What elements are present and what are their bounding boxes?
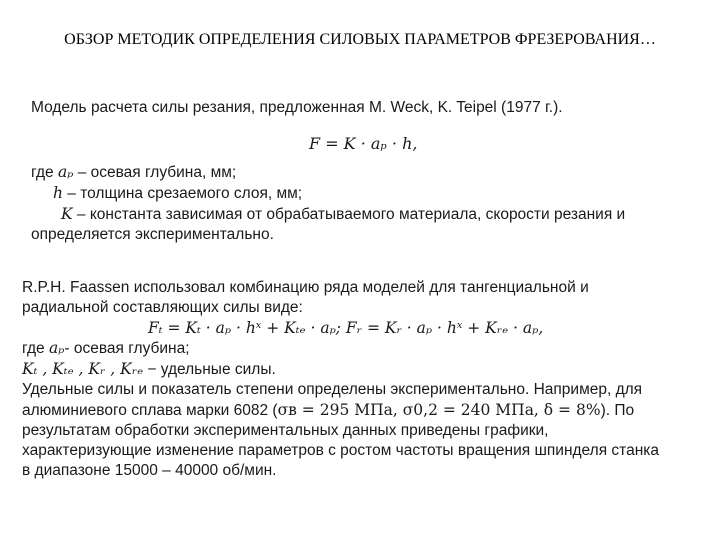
alloy-text-end: ). По [600,402,635,419]
ap-symbol-2: aₚ [48,339,65,357]
faassen-model [22,278,702,481]
ap-symbol: aₚ [57,163,74,181]
coefficient-symbols: Kₜ , Kₜₑ , Kᵣ , Kᵣₑ [22,360,144,378]
alloy-properties: σв = 295 МПа, σ0,2 = 240 МПа, δ = 8% [277,401,601,419]
faassen-line-6 [22,400,702,421]
k-definition [31,204,691,225]
k-definition-cont: определяется экспериментально. [31,226,274,243]
ap-description-2: - осевая глубина; [64,340,190,357]
ap-description: – осевая глубина, мм; [73,164,237,181]
h-symbol: h [53,184,63,202]
faassen-line-1: R.P.H. Faassen использовал комбинацию ряда моделей для тангенциальной и [22,279,589,296]
faassen-line-2: радиальной составляющих силы виде: [22,299,303,316]
where-label-2: где [22,340,49,357]
k-symbol: K [61,205,73,223]
model-intro: Модель расчета силы резания, предложенная M. Weck, K. Teipel (1977 г.). [31,99,563,116]
faassen-formula: Fₜ = Kₜ · aₚ · hˣ + Kₜₑ · aₚ; Fᵣ = Kᵣ · aₚ · hˣ + Kᵣₑ · aₚ, [148,319,544,337]
h-description: – толщина срезаемого слоя, мм; [62,185,303,202]
faassen-line-7: результатам обработки экспериментальных данных приведены графики, [22,422,549,439]
coefficients-definition [22,359,702,380]
coefficient-description: − удельные силы. [143,361,276,378]
k-description: – константа зависимая от обрабатываемого материала, скорости резания и [72,206,626,223]
where-label: где [31,164,54,181]
weck-teipel-model [31,98,691,245]
force-formula: F = K · aₚ · h, [309,134,418,153]
ap-definition [31,162,691,183]
page-title: ОБЗОР МЕТОДИК ОПРЕДЕЛЕНИЯ СИЛОВЫХ ПАРАМЕТРОВ ФРЕЗЕРОВАНИЯ… [64,31,656,48]
faassen-line-9: в диапазоне 15000 – 40000 об/мин. [22,462,277,479]
alloy-text: алюминиевого сплава марки 6082 ( [22,402,278,419]
faassen-line-8: характеризующие изменение параметров с ростом частоты вращения шпинделя станка [22,442,660,459]
ap-definition-2 [22,338,702,359]
h-definition [31,183,691,204]
faassen-line-5: Удельные силы и показатель степени определены экспериментально. Например, для [22,381,643,398]
